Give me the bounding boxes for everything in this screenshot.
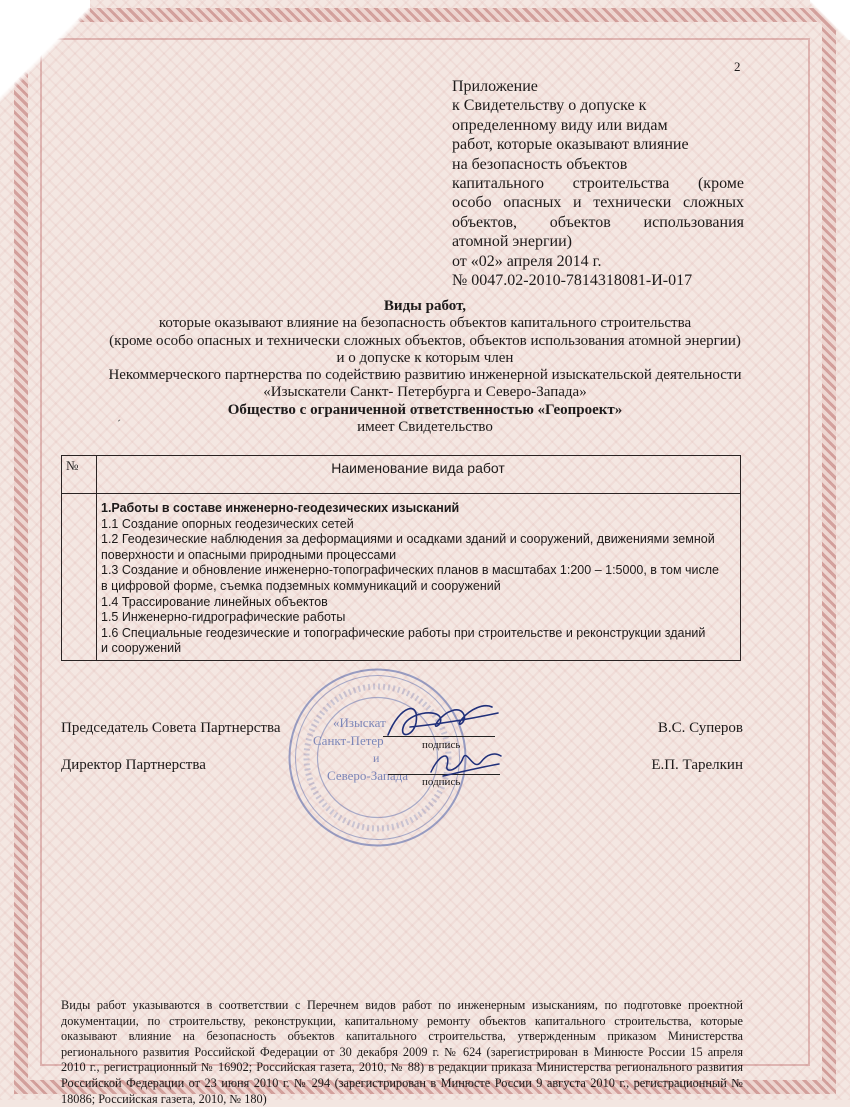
table-row-divider [62, 493, 740, 494]
footnote [61, 998, 743, 1107]
corner-edge [810, 0, 850, 40]
works-table [61, 455, 741, 661]
appendix-line: капитального строительства (кроме [452, 175, 744, 193]
stamp-text: Санкт-Петер [313, 733, 384, 748]
heading-title: Виды работ, [383, 298, 467, 314]
folded-corner [0, 0, 90, 110]
work-item: 1.6 Специальные геодезические и топографические работы при строительстве и реконструкции зданий [101, 625, 706, 640]
table-row [101, 501, 731, 657]
director-name: Е.П. Тарелкин [651, 757, 743, 773]
footnote-line: Российской Федерации от 23 июня 2010 г. № 294 (зарегистрирован в Минюсте России 9 августа 2010 г., регистрационный № [61, 1075, 743, 1090]
certificate-number: № 0047.02-2010-7814318081-И-017 [452, 272, 693, 290]
heading-closing: имеет Свидетельство [357, 419, 493, 436]
appendix-line: на безопасность объектов [452, 155, 628, 173]
table-header-name: Наименование вида работ [331, 460, 505, 476]
section-title: 1.Работы в составе инженерно-геодезических изысканий [101, 501, 460, 515]
heading-block [40, 298, 810, 436]
footnote-line: оказывают влияние на безопасность объектов капитального строительства, утвержденным приказом Министерства [61, 1029, 743, 1044]
stamp-text: и [373, 751, 380, 765]
appendix-line: работ, которые оказывают влияние [452, 136, 689, 154]
work-item: 1.2 Геодезические наблюдения за деформациями и осадками зданий и сооружений, движениями земной [101, 532, 715, 547]
stray-mark: ˊ [117, 417, 121, 431]
footnote-line: Виды работ указываются в соответствии с Перечнем видов работ по инженерным изысканиям, по подготовке проектной [61, 998, 743, 1012]
appendix-line: определенному виду или видам [452, 116, 668, 134]
signature-caption: подпись [422, 776, 461, 788]
table-header-number: № [66, 458, 79, 473]
chair-name: В.С. Суперов [657, 720, 743, 736]
work-item: в цифровой форме, съемка подземных коммуникаций и сооружений [101, 578, 501, 593]
appendix-line: Приложение [452, 78, 538, 95]
chair-role: Председатель Совета Партнерства [61, 720, 281, 736]
director-role: Директор Партнерства [61, 757, 206, 773]
heading-line: Некоммерческого партнерства по содействию развитию инженерной изыскательской деятельности [108, 367, 742, 384]
work-item: 1.3 Создание и обновление инженерно-топографических планов в масштабах 1:200 – 1:5000, в том числе [101, 563, 719, 578]
stamp-text: Северо-Запада [327, 768, 408, 783]
appendix-line: особо опасных и технически сложных [452, 194, 744, 212]
footnote-line: 2010 г., регистрационный № 16902; Российская газета, 2010, № 88) в редакции приказа Министерства регионального развития [61, 1060, 743, 1075]
appendix-line: к Свидетельству о допуске к [452, 97, 647, 115]
appendix-block [452, 77, 744, 290]
work-item: поверхности и опасными природными процессами [101, 547, 397, 562]
heading-line: и о допуске к которым член [336, 349, 514, 366]
appendix-date: от «02» апреля 2014 г. [452, 252, 602, 270]
director-signature [425, 742, 505, 782]
heading-line: (кроме особо опасных и технически сложных объектов, объектов использования атомной энергии) [109, 332, 741, 349]
work-item: 1.5 Инженерно-гидрографические работы [101, 610, 346, 625]
footnote-line: документации, по строительству, реконструкции, капитальному ремонту объектов капитального строительства, которые [61, 1013, 743, 1028]
company-name: Общество с ограниченной ответственностью «Геопроект» [227, 401, 623, 418]
footnote-line: 18086; Российская газета, 2010, № 180) [61, 1091, 267, 1106]
heading-line: «Изыскатели Санкт- Петербурга и Северо-Запада» [263, 384, 587, 401]
appendix-line: атомной энергии) [452, 233, 572, 251]
signature-caption: подпись [422, 739, 461, 751]
table-column-divider [96, 456, 97, 660]
stamp-text: «Изыскат [333, 715, 386, 730]
work-item: 1.4 Трассирование линейных объектов [101, 594, 328, 609]
footnote-line: регионального развития Российской Федерации от 30 декабря 2009 г. № 624 (зарегистрирован в Минюсте России 15 апреля [61, 1044, 743, 1059]
page-number: 2 [734, 59, 741, 74]
work-item: 1.1 Создание опорных геодезических сетей [101, 516, 354, 531]
work-item: и сооружений [101, 641, 182, 656]
heading-line: которые оказывают влияние на безопасность объектов капитального строительства [158, 315, 692, 332]
appendix-line: объектов, объектов использования [452, 213, 744, 231]
